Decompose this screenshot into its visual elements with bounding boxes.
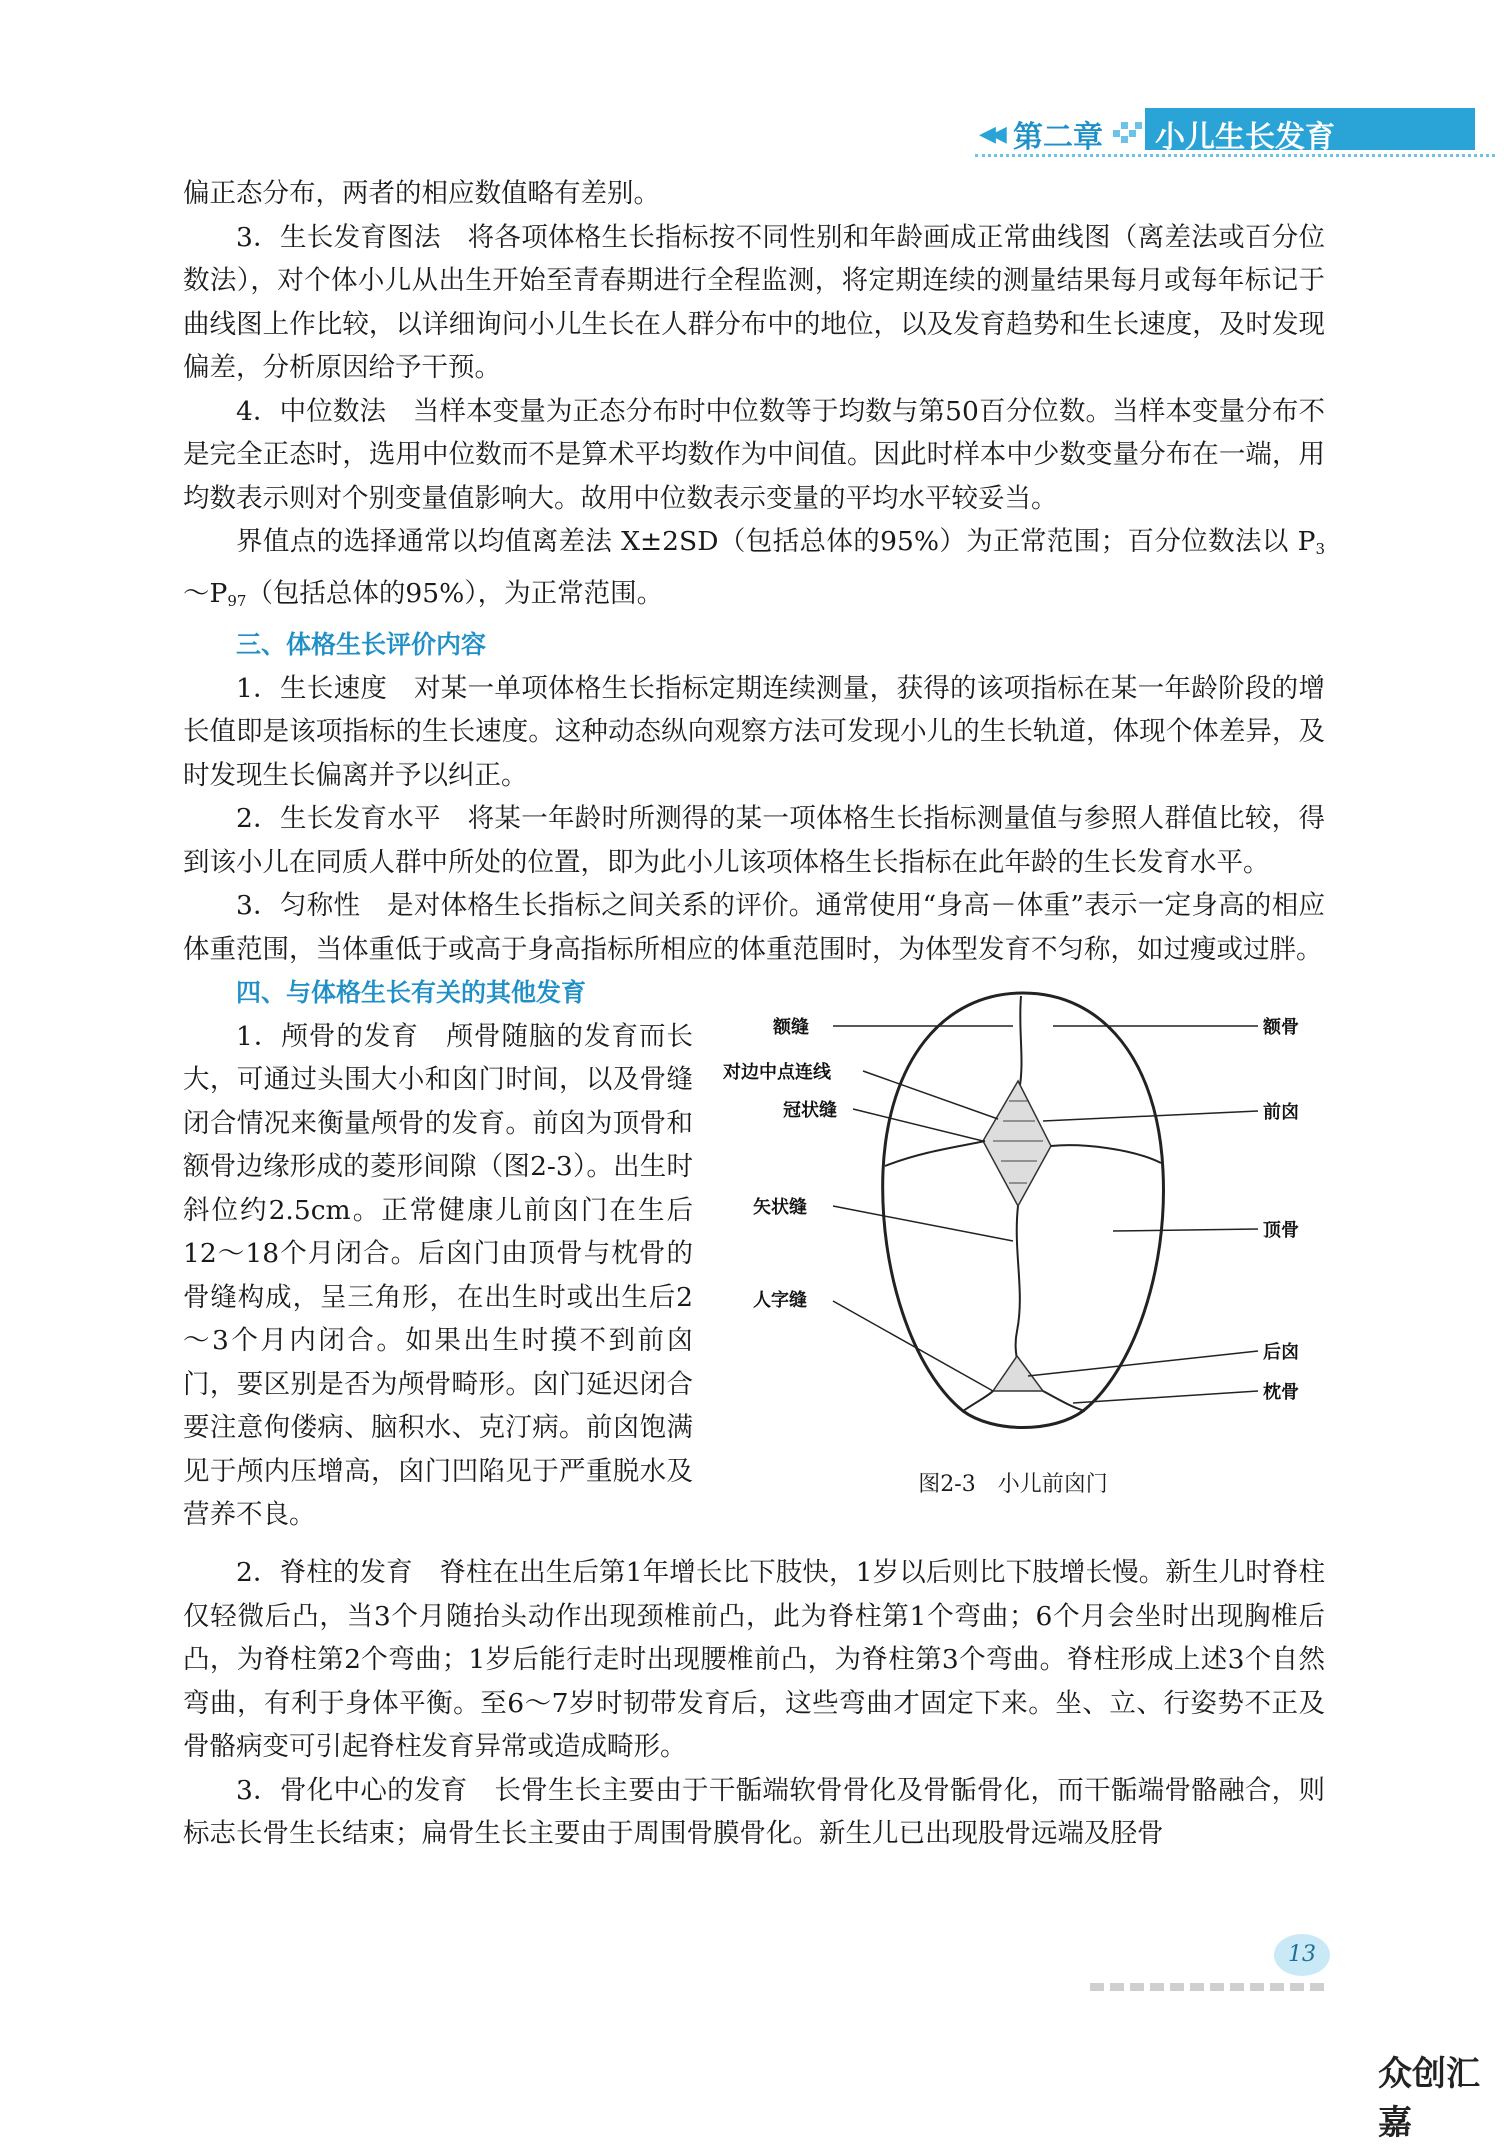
label-occipital-bone: 枕骨 — [1263, 1382, 1299, 1403]
paragraph: 4．中位数法 当样本变量为正态分布时中位数等于均数与第50百分位数。当样本变量分布不是完全正态时，选用中位数而不是算术平均数作为中间值。因此时样本中少数变量分布在一端，用均数表示则对个别变量值影响大。故用中位数表示变量的平均水平较妥当。 — [183, 395, 1325, 514]
header-divider — [975, 154, 1495, 157]
label-parietal-bone: 顶骨 — [1263, 1220, 1299, 1241]
decorative-squares — [1113, 122, 1143, 144]
wrapped-text-column — [183, 971, 693, 1537]
text-run: ～P — [183, 577, 228, 609]
paragraph: 偏正态分布，两者的相应数值略有差别。 — [183, 178, 660, 209]
chapter-number: 第二章 — [1013, 120, 1103, 155]
label-anterior-fontanelle: 前囟 — [1263, 1102, 1299, 1123]
chapter-title: 小儿生长发育 — [1155, 120, 1335, 155]
section-heading: 四、与体格生长有关的其他发育 — [236, 978, 587, 1007]
footer-stripe — [1090, 1980, 1390, 1994]
label-midpoint-line: 对边中点连线 — [723, 1062, 831, 1083]
paragraph: 3．匀称性 是对体格生长指标之间关系的评价。通常使用“身高－体重”表示一定身高的相应体重范围，当体重低于或高于身高指标所相应的体重范围时，为体型发育不匀称，如过瘦或过胖。 — [183, 890, 1325, 965]
double-chevron-left-icon: ◀◀ — [979, 122, 1001, 147]
paragraph: 1．颅骨的发育 颅骨随脑的发育而长大，可通过头围大小和囟门时间，以及骨缝闭合情况来衡量颅骨的发育。前囟为顶骨和额骨边缘形成的菱形间隙（图2-3）。出生时斜位约2.5cm。正常健康儿前囟门在生后12～18个月闭合。后囟门由顶骨与枕骨的骨缝构成，呈三角形，在出生时或出生后2～3个月内闭合。如果出生时摸不到前囟门，要区别是否为颅骨畸形。囟门延迟闭合要注意佝偻病、脑积水、克汀病。前囟饱满见于颅内压增高，囟门凹陷见于严重脱水及营养不良。 — [183, 1020, 693, 1530]
paragraph — [183, 520, 1325, 623]
paragraph: 2．生长发育水平 将某一年龄时所测得的某一项体格生长指标测量值与参照人群值比较，得到该小儿在同质人群中所处的位置，即为此小儿该项体格生长指标在此年龄的生长发育水平。 — [183, 803, 1325, 878]
skull-outline — [883, 993, 1164, 1428]
skull-diagram — [713, 971, 1333, 1451]
label-lambdoid: 人字缝 — [753, 1290, 807, 1311]
watermark-text: 众创汇嘉 — [1378, 2054, 1480, 2143]
label-frontal-bone: 额骨 — [1263, 1017, 1299, 1038]
page-number: 13 — [1274, 1934, 1330, 1976]
paragraph: 3．骨化中心的发育 长骨生长主要由于干骺端软骨骨化及骨骺骨化，而干骺端骨骼融合，则标志长骨生长结束；扁骨生长主要由于周围骨膜骨化。新生儿已出现股骨远端及胫骨 — [183, 1774, 1325, 1849]
paragraph: 3．生长发育图法 将各项体格生长指标按不同性别和年龄画成正常曲线图（离差法或百分位数法），对个体小儿从出生开始至青春期进行全程监测，将定期连续的测量结果每月或每年标记于曲线图上作比较，以详细询问小儿生长在人群分布中的地位，以及发育趋势和生长速度，及时发现偏差，分析原因给予干预。 — [183, 221, 1325, 383]
label-sagittal: 矢状缝 — [753, 1197, 807, 1218]
paragraph: 2．脊柱的发育 脊柱在出生后第1年增长比下肢快，1岁以后则比下肢增长慢。新生儿时脊柱仅轻微后凸，当3个月随抬头动作出现颈椎前凸，此为脊柱第1个弯曲；6个月会坐时出现胸椎后凸，为脊柱第2个弯曲；1岁后能行走时出现腰椎前凸，为脊柱第3个弯曲。脊柱形成上述3个自然弯曲，有利于身体平衡。至6～7岁时韧带发育后，这些弯曲才固定下来。坐、立、行姿势不正及骨骼病变可引起脊柱发育异常或造成畸形。 — [183, 1557, 1325, 1762]
figure-caption: 图2-3 小儿前囟门 — [918, 1472, 1108, 1497]
subscript: 3 — [1315, 540, 1325, 558]
label-coronal: 冠状缝 — [783, 1100, 837, 1121]
label-metopic: 额缝 — [773, 1017, 809, 1038]
chapter-header — [975, 108, 1504, 156]
paragraph: 1．生长速度 对某一单项体格生长指标定期连续测量，获得的该项指标在某一年龄阶段的增长值即是该项指标的生长速度。这种动态纵向观察方法可发现小儿的生长轨道，体现个体差异，及时发现生长偏离并予以纠正。 — [183, 672, 1325, 791]
section-heading: 三、体格生长评价内容 — [236, 630, 487, 659]
subscript: 97 — [227, 591, 247, 610]
text-run: （包括总体的95%），为正常范围。 — [246, 577, 664, 609]
label-posterior-fontanelle: 后囟 — [1263, 1342, 1299, 1363]
page-body — [183, 172, 1325, 1856]
figure-wrap-section — [183, 971, 1325, 1551]
skull-figure — [713, 971, 1333, 1531]
text-run: 界值点的选择通常以均值离差法 X±2SD（包括总体的95%）为正常范围；百分位数法以 P — [236, 526, 1316, 557]
